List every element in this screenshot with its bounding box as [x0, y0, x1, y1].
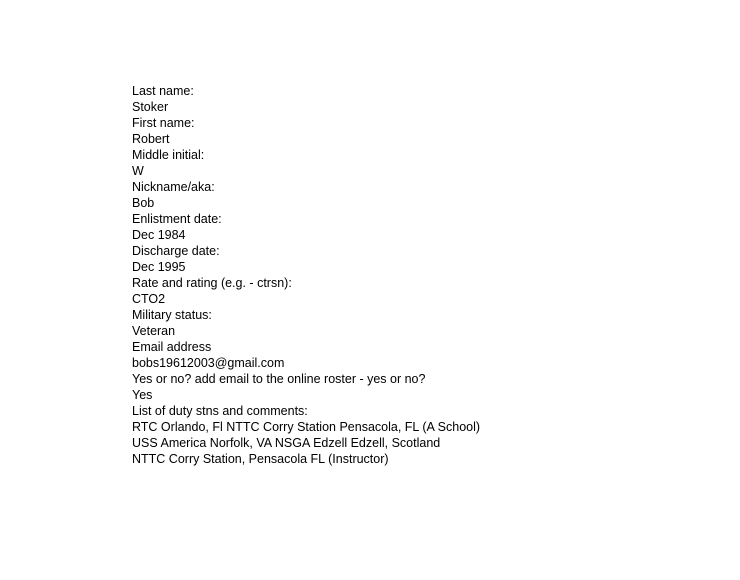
email-value: bobs19612003@gmail.com: [132, 356, 285, 370]
roster-consent-value: Yes: [132, 388, 153, 402]
middle-initial-value: W: [132, 164, 144, 178]
duty-station-line: USS America Norfolk, VA NSGA Edzell Edzell, Scotland: [132, 436, 441, 450]
middle-initial-label: Middle initial:: [132, 148, 205, 162]
duty-station-line: RTC Orlando, Fl NTTC Corry Station Pensacola, FL (A School): [132, 420, 481, 434]
rate-rating-label: Rate and rating (e.g. - ctrsn):: [132, 276, 292, 290]
last-name-value: Stoker: [132, 100, 169, 114]
duty-stations-label: List of duty stns and comments:: [132, 404, 308, 418]
rate-rating-value: CTO2: [132, 292, 166, 306]
first-name-label: First name:: [132, 116, 195, 130]
roster-consent-label: Yes or no? add email to the online roster - yes or no?: [132, 372, 426, 386]
military-status-label: Military status:: [132, 308, 212, 322]
personnel-record: [132, 83, 692, 467]
duty-station-line: NTTC Corry Station, Pensacola FL (Instructor): [132, 452, 389, 466]
nickname-value: Bob: [132, 196, 155, 210]
enlistment-date-value: Dec 1984: [132, 228, 186, 242]
email-label: Email address: [132, 340, 212, 354]
discharge-date-value: Dec 1995: [132, 260, 186, 274]
discharge-date-label: Discharge date:: [132, 244, 220, 258]
military-status-value: Veteran: [132, 324, 176, 338]
nickname-label: Nickname/aka:: [132, 180, 215, 194]
first-name-value: Robert: [132, 132, 170, 146]
enlistment-date-label: Enlistment date:: [132, 212, 222, 226]
last-name-label: Last name:: [132, 84, 194, 98]
